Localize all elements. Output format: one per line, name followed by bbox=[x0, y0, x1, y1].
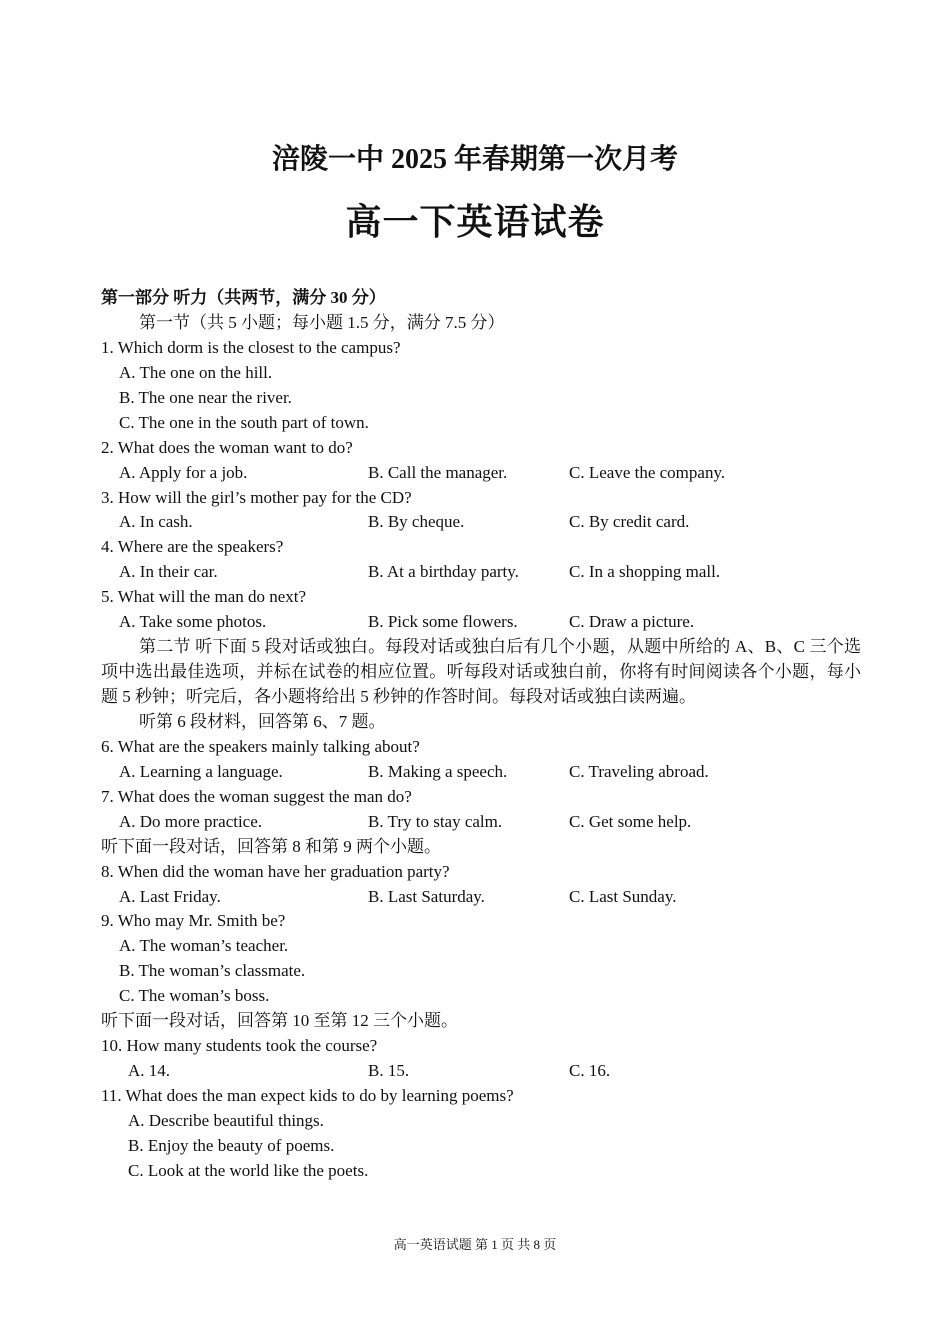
part1-heading: 第一部分 听力（共两节，满分 30 分） bbox=[101, 288, 386, 307]
question-11-option-b: B. Enjoy the beauty of poems. bbox=[128, 1135, 335, 1155]
material-6-note: 听第 6 段材料，回答第 6、7 题。 bbox=[139, 711, 386, 731]
question-6-option-a: A. Learning a language. bbox=[119, 761, 283, 781]
question-5-options bbox=[101, 610, 861, 635]
question-9-option-c: C. The woman’s boss. bbox=[119, 986, 270, 1006]
question-10-stem: 10. How many students took the course? bbox=[101, 1036, 378, 1056]
question-4-options bbox=[101, 560, 861, 585]
question-3-option-a: A. In cash. bbox=[119, 512, 193, 532]
question-2-options bbox=[101, 461, 861, 486]
question-6-stem: 6. What are the speakers mainly talking about? bbox=[101, 736, 420, 756]
question-5-stem: 5. What will the man do next? bbox=[101, 587, 307, 607]
section1-heading: 第一节（共 5 小题；每小题 1.5 分，满分 7.5 分） bbox=[139, 312, 505, 332]
question-11-option-c: C. Look at the world like the poets. bbox=[128, 1160, 369, 1180]
question-8-option-a: A. Last Friday. bbox=[119, 886, 221, 906]
question-7-option-c: C. Get some help. bbox=[569, 811, 692, 831]
question-5-option-b: B. Pick some flowers. bbox=[368, 612, 518, 632]
question-11-option-a: A. Describe beautiful things. bbox=[128, 1110, 324, 1130]
question-6-option-b: B. Making a speech. bbox=[368, 761, 508, 781]
note-questions-8-9: 听下面一段对话，回答第 8 和第 9 两个小题。 bbox=[101, 836, 441, 856]
question-5-option-c: C. Draw a picture. bbox=[569, 612, 695, 632]
question-6-options bbox=[101, 760, 861, 785]
question-10-option-a: A. 14. bbox=[128, 1061, 171, 1081]
question-1-option-b: B. The one near the river. bbox=[119, 387, 292, 407]
question-8-stem: 8. When did the woman have her graduation party? bbox=[101, 861, 450, 881]
question-2-option-a: A. Apply for a job. bbox=[119, 462, 248, 482]
question-9-option-b: B. The woman’s classmate. bbox=[119, 961, 306, 981]
question-7-options bbox=[101, 810, 861, 835]
exam-content bbox=[101, 286, 861, 1184]
question-9-stem: 9. Who may Mr. Smith be? bbox=[101, 911, 286, 931]
question-4-option-b: B. At a birthday party. bbox=[368, 562, 519, 582]
note-questions-10-12: 听下面一段对话，回答第 10 至第 12 三个小题。 bbox=[101, 1011, 458, 1031]
question-2-stem: 2. What does the woman want to do? bbox=[101, 437, 353, 457]
question-4-option-a: A. In their car. bbox=[119, 562, 218, 582]
exam-title: 涪陵一中 2025 年春期第一次月考 bbox=[271, 144, 678, 175]
question-1-stem: 1. Which dorm is the closest to the campus? bbox=[101, 337, 401, 357]
question-2-option-c: C. Leave the company. bbox=[569, 462, 726, 482]
question-8-option-c: C. Last Sunday. bbox=[569, 886, 677, 906]
page-footer: 高一英语试题 第 1 页 共 8 页 bbox=[393, 1237, 557, 1252]
question-3-options bbox=[101, 510, 861, 535]
question-3-stem: 3. How will the girl’s mother pay for the CD? bbox=[101, 487, 412, 507]
question-8-option-b: B. Last Saturday. bbox=[368, 886, 485, 906]
question-3-option-b: B. By cheque. bbox=[368, 512, 465, 532]
question-11-stem: 11. What does the man expect kids to do by learning poems? bbox=[101, 1086, 514, 1106]
section2-instructions: 第二节 听下面 5 段对话或独白。每段对话或独白后有几个小题，从题中所给的 A、B、C 三个选项中选出最佳选项，并标在试卷的相应位置。听每段对话或独白前，你将有时间阅读各个小题，每小题 5 秒钟；听完后，各小题将给出 5 秒钟的作答时间。每段对话或独白读两遍。 bbox=[101, 637, 861, 707]
question-4-option-c: C. In a shopping mall. bbox=[569, 562, 721, 582]
question-2-option-b: B. Call the manager. bbox=[368, 462, 508, 482]
question-9-option-a: A. The woman’s teacher. bbox=[119, 936, 289, 956]
question-7-option-a: A. Do more practice. bbox=[119, 811, 263, 831]
question-6-option-c: C. Traveling abroad. bbox=[569, 761, 709, 781]
question-3-option-c: C. By credit card. bbox=[569, 512, 690, 532]
exam-subtitle: 高一下英语试卷 bbox=[345, 202, 605, 242]
question-4-stem: 4. Where are the speakers? bbox=[101, 537, 284, 557]
question-10-option-b: B. 15. bbox=[368, 1061, 410, 1081]
question-8-options bbox=[101, 885, 861, 910]
question-10-option-c: C. 16. bbox=[569, 1061, 611, 1081]
question-10-options bbox=[101, 1059, 861, 1084]
question-7-stem: 7. What does the woman suggest the man do? bbox=[101, 786, 412, 806]
question-1-option-a: A. The one on the hill. bbox=[119, 362, 273, 382]
question-5-option-a: A. Take some photos. bbox=[119, 612, 267, 632]
question-1-option-c: C. The one in the south part of town. bbox=[119, 412, 369, 432]
question-7-option-b: B. Try to stay calm. bbox=[368, 811, 503, 831]
